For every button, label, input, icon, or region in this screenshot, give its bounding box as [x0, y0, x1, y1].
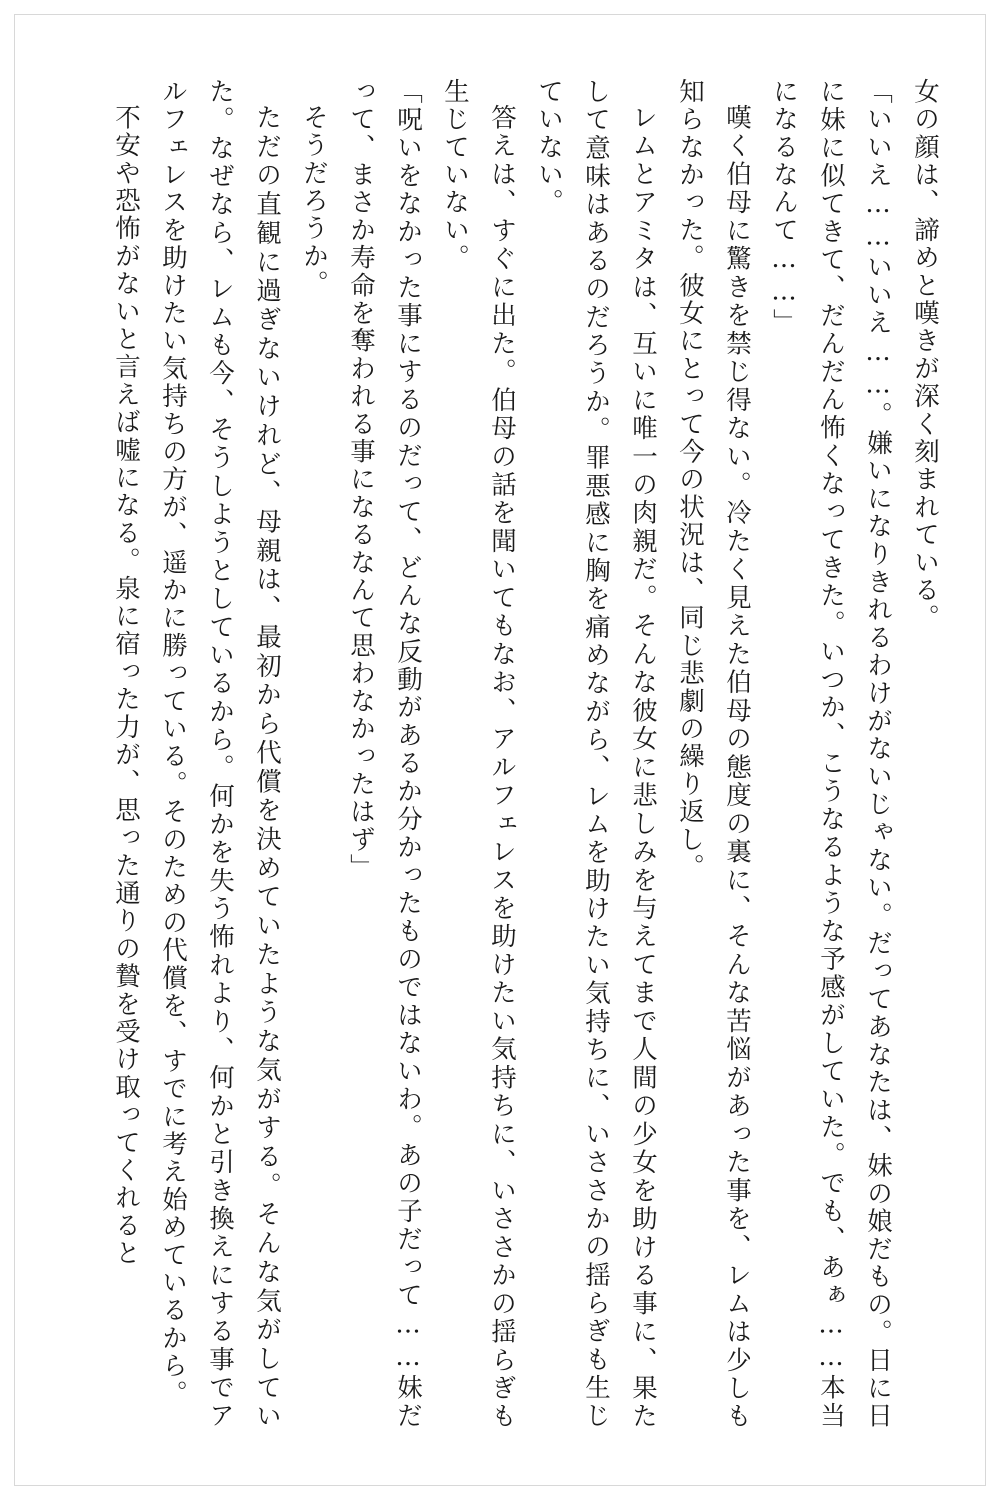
paragraph: レムとアミタは、互いに唯一の肉親だ。そんな彼女に悲しみを与えてまで人間の少女を助ける事に、果たして意味はあるのだろうか。罪悪感に胸を痛めながら、レムを助けたい気持ちに、いささかの揺らぎも生じていない。: [534, 78, 658, 1430]
paragraph: 答えは、すぐに出た。伯母の話を聞いてもなお、アルフェレスを助けたい気持ちに、いささかの揺らぎも生じていない。: [440, 78, 517, 1430]
paragraph: そうだろうか。: [299, 103, 329, 298]
paragraph: 嘆く伯母に驚きを禁じ得ない。冷たく見えた伯母の態度の裏に、そんな苦悩があった事を、レムは少しも知らなかった。彼女にとって今の状況は、同じ悲劇の繰り返し。: [675, 78, 752, 1430]
vertical-text-body: [52, 78, 948, 1430]
paragraph: 「いいえ……いいえ……。嫌いになりきれるわけがないじゃない。だってあなたは、妹の娘だもの。日に日に妹に似てきて、だんだん怖くなってきた。いつか、こうなるような予感がしていた。でも、あぁ……本当になるなんて……」: [769, 78, 893, 1430]
paragraph: ただの直観に過ぎないけれど、母親は、最初から代償を決めていたような気がする。そんな気がしていた。なぜなら、レムも今、そうしようとしているから。何かを失う怖れより、何かと引き換えにする事でアルフェレスを助けたい気持ちの方が、遥かに勝っている。そのための代償を、すでに考え始めているから。: [158, 78, 282, 1430]
paragraph: 「呪いをなかった事にするのだって、どんな反動があるか分かったものではないわ。あの子だって……妹だって、まさか寿命を奪われる事になるなんて思わなかったはず」: [346, 78, 423, 1430]
paragraph: 女の顔は、諦めと嘆きが深く刻まれている。: [910, 78, 940, 632]
paragraph: 不安や恐怖がないと言えば嘘になる。泉に宿った力が、思った通りの贄を受け取ってくれると: [111, 103, 141, 1267]
